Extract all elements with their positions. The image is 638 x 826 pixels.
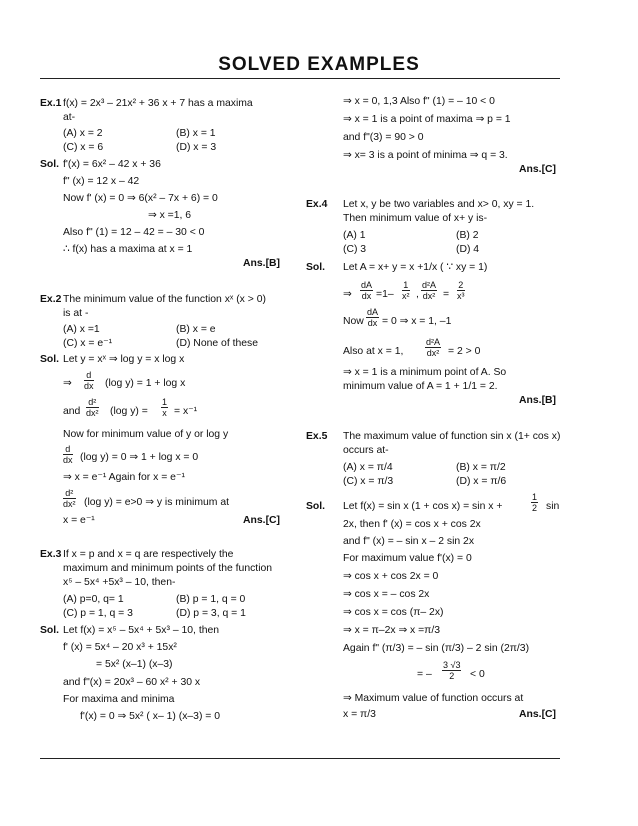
ex3-cont-line1: ⇒ x = 0, 1,3 Also f" (1) = – 10 < 0	[343, 96, 495, 107]
ex1-sol-line3: Now f' (x) = 0 ⇒ 6(x² – 7x + 6) = 0	[63, 193, 218, 204]
ex4-eq2: =	[443, 289, 450, 300]
denominator: dx²	[426, 348, 440, 358]
ex2-option-d: (D) None of these	[176, 338, 259, 349]
ex5-sol-line10a: = –	[417, 669, 432, 680]
ex4-sol-line4a: Also at x = 1,	[343, 346, 404, 357]
ex4-option-d: (D) 4	[456, 244, 480, 255]
numerator: 1	[403, 280, 409, 290]
implies-symbol: ⇒	[343, 289, 352, 300]
fraction-1-2	[531, 492, 538, 513]
fraction-d-dx	[84, 370, 94, 391]
ex4-sol-line1: Let A = x+ y = x +1/x ( ∵ xy = 1)	[343, 262, 488, 273]
ex3-option-b: (B) p = 1, q = 0	[176, 594, 246, 605]
fraction-d2-dx2	[63, 488, 76, 509]
ex2-question-line1: The minimum value of the function xˣ (x > 0)	[63, 294, 266, 305]
numerator: dA	[361, 280, 373, 290]
ex5-label: Ex.5	[306, 431, 328, 442]
ex2-option-a: (A) x =1	[63, 324, 100, 335]
ex2-option-c: (C) x = e⁻¹	[63, 338, 113, 349]
ex5-option-a: (A) x = π/4	[343, 462, 393, 473]
numerator: d²A	[422, 280, 437, 290]
ex4-comma: ,	[416, 289, 419, 300]
ex2-sol-line5: (log y) = 0 ⇒ 1 + log x = 0	[80, 452, 199, 463]
ex5-sol-line1b: sin	[546, 501, 560, 512]
ex3-label: Ex.3	[40, 549, 62, 560]
ex4-eq1: =1–	[376, 289, 394, 300]
bottom-rule	[40, 758, 560, 759]
ex5-sol-line6: ⇒ cos x = – cos 2x	[343, 589, 430, 600]
ex3-sol-line6: f'(x) = 0 ⇒ 5x² ( x– 1) (x–3) = 0	[80, 711, 221, 722]
ex4-sol-line5: ⇒ x = 1 is a minimum point of A. So	[343, 367, 507, 378]
ex5-question-line2: occurs at-	[343, 445, 389, 456]
ex3-sol-line4: and f"(x) = 20x³ – 60 x² + 30 x	[63, 677, 201, 688]
fraction-2-x3	[457, 280, 465, 301]
ex3-sol-line5: For maxima and minima	[63, 694, 175, 705]
fraction-d2-dx2	[86, 397, 99, 418]
ex4-option-a: (A) 1	[343, 230, 366, 241]
ex5-sol-line1: Let f(x) = sin x (1 + cos x) = sin x +	[343, 501, 503, 512]
ex2-and: and	[63, 406, 81, 417]
ex4-now: Now	[343, 316, 364, 327]
denominator: 2	[532, 503, 538, 513]
ex3-cont-line2: ⇒ x = 1 is a point of maxima ⇒ p = 1	[343, 114, 511, 125]
ex4-sol-line6: minimum value of A = 1 + 1/1 = 2.	[343, 381, 498, 392]
ex4-sol-label: Sol.	[306, 262, 326, 273]
ex5-option-c: (C) x = π/3	[343, 476, 394, 487]
ex1-label: Ex.1	[40, 98, 62, 109]
fraction-3root3-2	[442, 660, 461, 681]
numerator: 1	[162, 397, 168, 407]
ex2-sol-line3: (log y) =	[110, 406, 148, 417]
ex4-option-c: (C) 3	[343, 244, 367, 255]
ex5-sol-line5: ⇒ cos x + cos 2x = 0	[343, 571, 439, 582]
ex5-option-b: (B) x = π/2	[456, 462, 506, 473]
ex3-question-line1: If x = p and x = q are respectively the	[63, 549, 234, 560]
numerator: dA	[367, 307, 379, 317]
ex1-question-line2: at-	[63, 112, 76, 123]
denominator: dx	[361, 291, 372, 301]
ex5-sol-line4: For maximum value f'(x) = 0	[343, 553, 472, 564]
denominator: dx²	[86, 408, 99, 418]
denominator: dx²	[63, 499, 76, 509]
numerator: d	[84, 370, 94, 381]
ex5-question-line1: The maximum value of function sin x (1+ cos x)	[343, 431, 561, 442]
ex1-sol-line4: ⇒ x =1, 6	[148, 210, 192, 221]
ex2-sol-line4: Now for minimum value of y or log y	[63, 429, 229, 440]
ex5-answer: Ans.[C]	[519, 709, 556, 720]
ex4-label: Ex.4	[306, 199, 328, 210]
implies-symbol: ⇒	[63, 378, 72, 389]
ex2-sol-line1: Let y = xˣ ⇒ log y = x log x	[63, 354, 185, 365]
ex4-question-line2: Then minimum value of x+ y is-	[343, 213, 488, 224]
ex2-answer: Ans.[C]	[243, 515, 280, 526]
ex1-sol-line1: f'(x) = 6x² – 42 x + 36	[63, 159, 161, 170]
ex5-sol-line12: x = π/3	[343, 709, 376, 720]
denominator: dx	[367, 318, 378, 328]
fraction-d2A-dx2	[421, 280, 437, 301]
fraction-d2A-dx2	[425, 337, 441, 358]
ex4-sol-line3: = 0 ⇒ x = 1, –1	[382, 316, 452, 327]
ex2-sol-line3b: = x⁻¹	[174, 406, 198, 417]
ex1-option-b: (B) x = 1	[176, 128, 216, 139]
denominator: 2	[449, 671, 455, 681]
ex3-sol-line1: Let f(x) = x⁵ – 5x⁴ + 5x³ – 10, then	[63, 625, 220, 636]
page-title: SOLVED EXAMPLES	[218, 54, 420, 75]
ex3-option-d: (D) p = 3, q = 1	[176, 608, 246, 619]
ex2-sol-line2: (log y) = 1 + log x	[105, 378, 186, 389]
ex5-sol-line10b: < 0	[470, 669, 485, 680]
numerator: 3 √3	[443, 660, 461, 670]
denominator: dx²	[422, 291, 436, 301]
denominator: dx	[63, 455, 73, 465]
ex3-option-c: (C) p = 1, q = 3	[63, 608, 133, 619]
ex1-sol-line6: ∴ f(x) has a maxima at x = 1	[63, 244, 193, 255]
ex3-option-a: (A) p=0, q= 1	[63, 594, 124, 605]
numerator: 2	[458, 280, 464, 290]
ex5-sol-line3: and f" (x) = – sin x – 2 sin 2x	[343, 536, 475, 547]
ex3-cont-line3: and f"(3) = 90 > 0	[343, 132, 424, 143]
numerator: d²	[86, 397, 99, 408]
ex3-sol-line3: = 5x² (x–1) (x–3)	[96, 659, 173, 670]
ex5-sol-line11: ⇒ Maximum value of function occurs at	[343, 693, 524, 704]
denominator: x³	[457, 291, 465, 301]
fraction-1-x2	[402, 280, 410, 301]
ex3-question-line3: x⁵ – 5x⁴ +5x³ – 10, then-	[63, 577, 176, 588]
ex3-cont-line4: ⇒ x= 3 is a point of minima ⇒ q = 3.	[343, 150, 508, 161]
ex4-sol-line4b: = 2 > 0	[448, 346, 481, 357]
top-rule	[40, 78, 560, 79]
fraction-d-dx	[63, 444, 73, 465]
ex2-question-line2: is at -	[63, 308, 89, 319]
ex5-sol-label: Sol.	[306, 501, 326, 512]
ex1-sol-line5: Also f" (1) = 12 – 42 = – 30 < 0	[63, 227, 205, 238]
fraction-dA-dx	[366, 307, 379, 328]
ex4-answer: Ans.[B]	[519, 395, 556, 406]
denominator: x	[162, 408, 167, 418]
ex2-sol-label: Sol.	[40, 354, 60, 365]
ex5-option-d: (D) x = π/6	[456, 476, 507, 487]
ex4-question-line1: Let x, y be two variables and x> 0, xy = 1.	[343, 199, 535, 210]
ex1-answer: Ans.[B]	[243, 258, 280, 269]
denominator: x²	[402, 291, 410, 301]
ex1-sol-line2: f" (x) = 12 x – 42	[63, 176, 140, 187]
numerator: d²A	[426, 337, 441, 347]
ex1-sol-label: Sol.	[40, 159, 60, 170]
ex5-sol-line7: ⇒ cos x = cos (π– 2x)	[343, 607, 444, 618]
ex2-option-b: (B) x = e	[176, 324, 216, 335]
ex2-sol-line6: ⇒ x = e⁻¹ Again for x = e⁻¹	[63, 472, 185, 483]
ex1-option-d: (D) x = 3	[176, 142, 217, 153]
ex3-answer: Ans.[C]	[519, 164, 556, 175]
fraction-1-x	[161, 397, 168, 418]
ex1-option-c: (C) x = 6	[63, 142, 104, 153]
fraction-dA-dx	[360, 280, 373, 301]
numerator: d	[63, 444, 73, 455]
ex2-sol-line7: (log y) = e>0 ⇒ y is minimum at	[84, 497, 229, 508]
numerator: d²	[63, 488, 76, 499]
ex3-question-line2: maximum and minimum points of the function	[63, 563, 273, 574]
numerator: 1	[532, 492, 538, 502]
ex4-option-b: (B) 2	[456, 230, 479, 241]
ex2-label: Ex.2	[40, 294, 62, 305]
ex5-sol-line9: Again f" (π/3) = – sin (π/3) – 2 sin (2π/3)	[343, 643, 530, 654]
ex3-sol-line2: f' (x) = 5x⁴ – 20 x³ + 15x²	[63, 642, 177, 653]
ex1-question-line1: f(x) = 2x³ – 21x² + 36 x + 7 has a maxima	[63, 98, 253, 109]
denominator: dx	[84, 381, 94, 391]
ex2-sol-line8: x = e⁻¹	[63, 515, 95, 526]
ex3-sol-label: Sol.	[40, 625, 60, 636]
ex5-sol-line2: 2x, then f' (x) = cos x + cos 2x	[343, 519, 481, 530]
ex1-option-a: (A) x = 2	[63, 128, 103, 139]
ex5-sol-line8: ⇒ x = π–2x ⇒ x =π/3	[343, 625, 441, 636]
